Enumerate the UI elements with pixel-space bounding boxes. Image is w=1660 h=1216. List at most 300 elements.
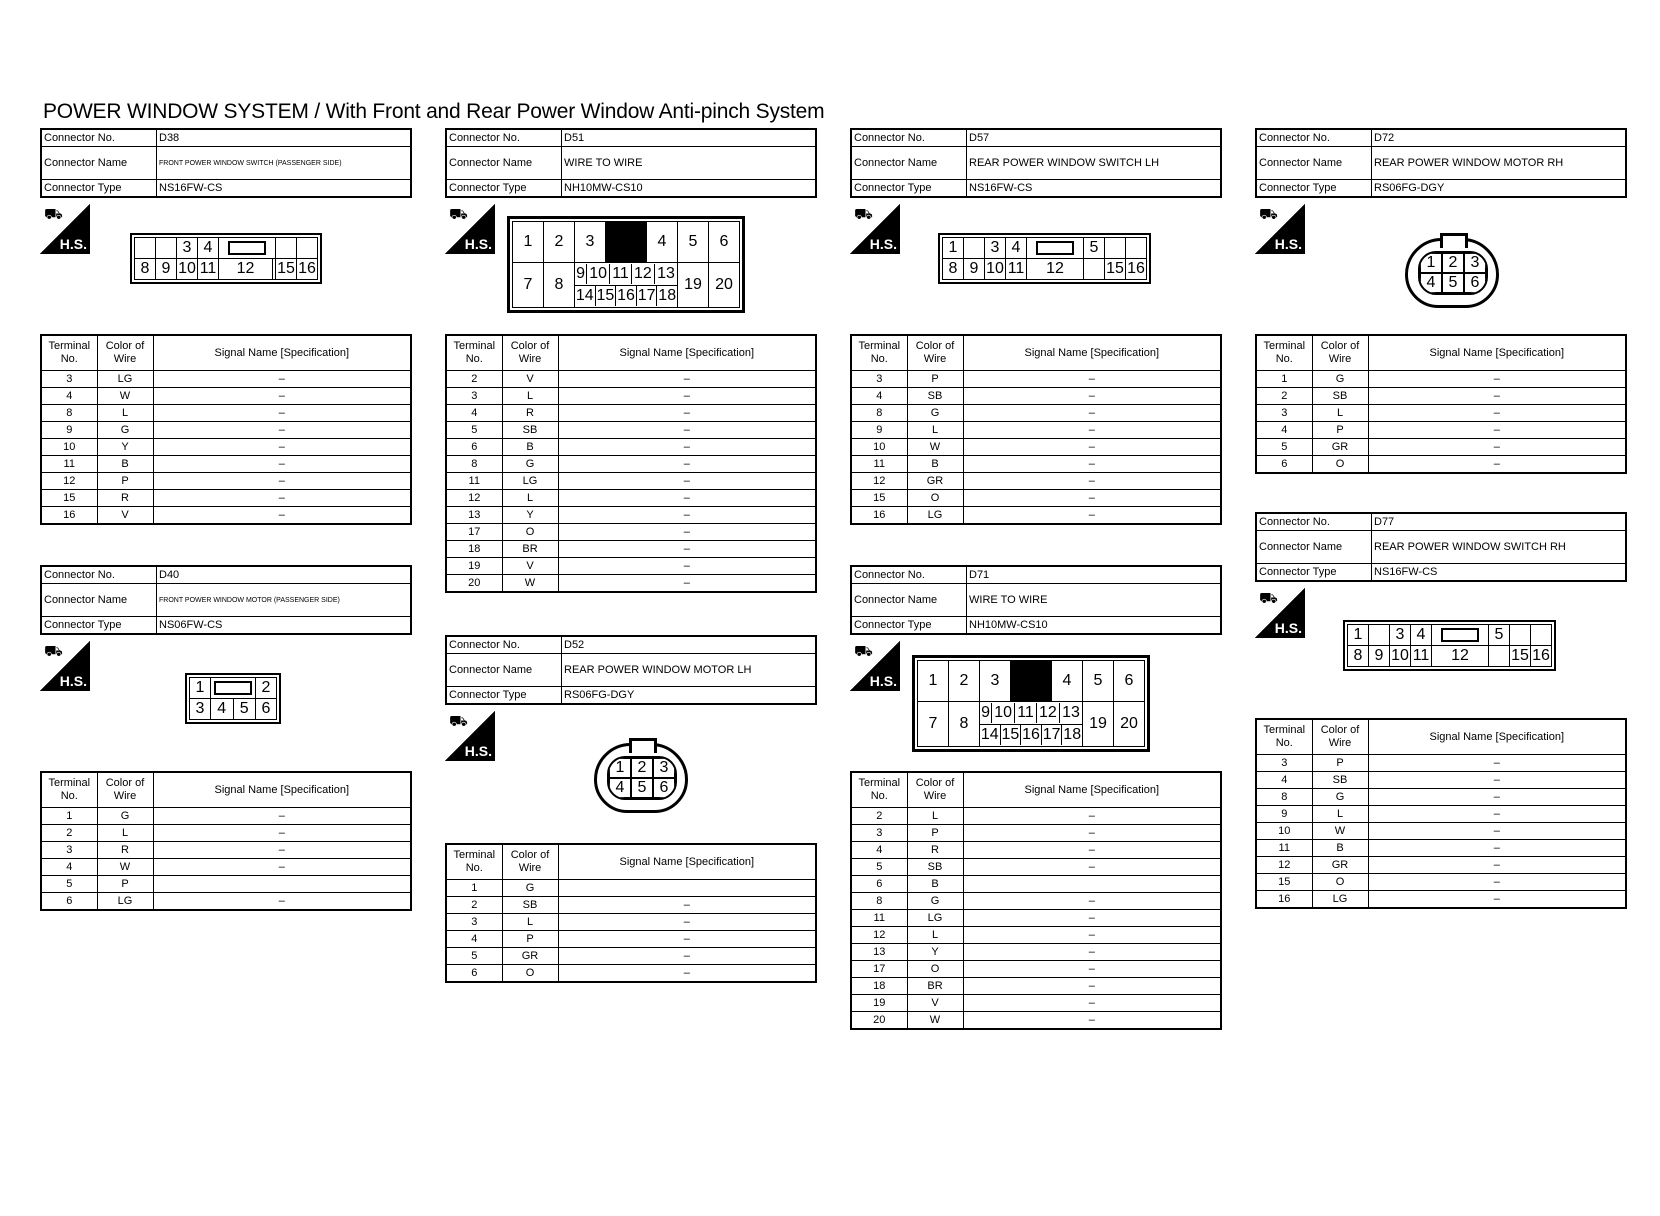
terminal-no-cell: 2 [41,825,97,842]
terminal-table [1255,718,1627,909]
terminal-no-cell: 6 [446,439,502,456]
connector-diagram [850,198,1222,334]
pin: 8 [949,702,980,747]
terminal-no-header: Terminal No. [41,772,97,808]
connector-name: WIRE TO WIRE [967,584,1222,617]
wire-color-cell: W [907,1012,963,1030]
pin: 3 [190,699,211,720]
wire-color-cell: O [1312,874,1368,891]
harness-side-icon [850,204,900,254]
wire-color-cell: G [907,893,963,910]
pin: 15 [276,259,297,280]
signal-name-cell: – [963,808,1221,825]
signal-name-cell: – [1368,772,1626,789]
connector-d57 [850,128,1222,525]
wire-color-cell: SB [502,422,558,439]
wire-color-cell: L [97,405,153,422]
signal-header: Signal Name [Specification] [963,335,1221,371]
table-row [41,825,411,842]
harness-side-icon [445,711,495,761]
wire-color-cell: L [502,490,558,507]
connector-name-label: Connector Name [851,584,967,617]
connector-name: REAR POWER WINDOW MOTOR LH [562,654,817,687]
wire-color-cell: R [97,490,153,507]
pin: 4 [1411,625,1432,646]
terminal-no-cell: 9 [851,422,907,439]
table-row [41,388,411,405]
table-row [1256,422,1626,439]
wire-color-cell: P [97,876,153,893]
table-row [851,825,1221,842]
connector-type-label: Connector Type [1256,180,1372,198]
wire-color-cell: V [907,995,963,1012]
terminal-table [445,334,817,593]
pin: 16 [617,287,635,305]
table-row [851,944,1221,961]
pin: 15 [1105,259,1126,280]
pin: 16 [1126,259,1147,280]
signal-name-cell: – [963,371,1221,388]
table-row [1256,806,1626,823]
pin: 17 [637,287,656,305]
connector-name: REAR POWER WINDOW SWITCH RH [1372,531,1627,564]
signal-name-cell: – [153,893,411,911]
pin-row-low [575,285,678,308]
terminal-no-cell: 11 [41,456,97,473]
signal-name-cell: – [963,995,1221,1012]
signal-name-cell: – [1368,789,1626,806]
table-row [446,439,816,456]
terminal-no-cell: 4 [851,388,907,405]
connector-no: D71 [967,566,1222,584]
connector-type: NS16FW-CS [157,180,412,198]
table-row [1256,891,1626,909]
pin [156,238,177,259]
pin: 16 [1022,726,1040,744]
terminal-no-cell: 8 [851,893,907,910]
connector-no-label: Connector No. [1256,129,1372,147]
pin: 6 [1114,661,1145,702]
connector-d71 [850,565,1222,1030]
signal-name-cell: – [963,507,1221,525]
terminal-table [850,771,1222,1030]
wire-color-cell: SB [907,388,963,405]
signal-name-cell: – [153,422,411,439]
signal-name-cell: – [153,473,411,490]
signal-name-cell: – [1368,422,1626,439]
signal-name-cell: – [153,507,411,525]
wire-color-cell: R [502,405,558,422]
lock-tab [1432,625,1489,646]
table-row [41,371,411,388]
table-row [1256,439,1626,456]
wire-color-cell: BR [502,541,558,558]
table-row [1256,405,1626,422]
wire-color-cell: LG [502,473,558,490]
pin: 10 [177,259,198,280]
terminal-no-cell: 11 [851,910,907,927]
pin: 16 [1531,646,1552,667]
pin: 10 [1390,646,1411,667]
signal-name-cell: – [153,439,411,456]
hs-label: H.S. [464,743,492,759]
terminal-no-cell: 4 [1256,422,1312,439]
table-row [851,842,1221,859]
pin: 6 [256,699,277,720]
table-row [1256,456,1626,474]
table-row [1256,388,1626,405]
pin [1369,625,1390,646]
pin: 11 [1015,703,1037,723]
table-row [1256,789,1626,806]
signal-name-cell: – [558,490,816,507]
signal-name-cell: – [153,859,411,876]
lock-tab [1440,233,1468,248]
wire-color-cell: GR [1312,857,1368,874]
table-row [851,927,1221,944]
signal-name-cell: – [1368,405,1626,422]
pin: 2 [631,758,653,778]
signal-name-cell: – [963,490,1221,507]
pin: 1 [1420,253,1442,273]
signal-name-cell: – [558,507,816,524]
connector-d51 [445,128,817,593]
hs-label: H.S. [869,673,897,689]
table-row [446,422,816,439]
table-row [446,473,816,490]
wire-color-cell: LG [1312,891,1368,909]
terminal-no-cell: 2 [446,371,502,388]
connector-diagram [40,635,412,771]
wire-color-cell: O [907,490,963,507]
terminal-no-cell: 6 [446,965,502,983]
terminal-no-cell: 15 [851,490,907,507]
connector-diagram [1255,582,1627,718]
terminal-no-cell: 16 [41,507,97,525]
wire-color-cell: R [97,842,153,859]
terminal-no-cell: 11 [1256,840,1312,857]
terminal-no-cell: 3 [446,914,502,931]
connector-no-label: Connector No. [446,636,562,654]
terminal-no-cell: 19 [851,995,907,1012]
terminal-no-cell: 8 [1256,789,1312,806]
pin [1510,625,1531,646]
pin: 11 [1411,646,1432,667]
terminal-no-cell: 8 [41,405,97,422]
pin: 5 [678,222,709,263]
connector-type: RS06FG-DGY [562,687,817,705]
hs-label: H.S. [59,673,87,689]
connector-info-table [850,565,1222,635]
wire-color-cell: GR [1312,439,1368,456]
table-row [41,439,411,456]
wire-color-cell: G [1312,789,1368,806]
signal-name-cell: – [558,541,816,558]
pin: 5 [1489,625,1510,646]
pin [1084,259,1105,280]
wire-color-cell: G [1312,371,1368,388]
signal-name-cell: – [1368,456,1626,474]
terminal-no-cell: 2 [446,897,502,914]
terminal-no-cell: 5 [1256,439,1312,456]
signal-name-cell: – [963,927,1221,944]
signal-header: Signal Name [Specification] [1368,719,1626,755]
wire-color-cell: G [502,456,558,473]
wire-color-cell: W [907,439,963,456]
terminal-no-cell: 10 [41,439,97,456]
pin: 2 [949,661,980,702]
wire-color-cell: Y [97,439,153,456]
signal-name-cell: – [153,842,411,859]
harness-side-icon [40,641,90,691]
terminal-no-cell: 16 [1256,891,1312,909]
color-header: Color of Wire [97,335,153,371]
connector-type-label: Connector Type [851,617,967,635]
terminal-no-cell: 9 [41,422,97,439]
signal-name-cell: – [1368,439,1626,456]
wire-color-cell: SB [907,859,963,876]
pin: 18 [1063,726,1082,744]
pin: 9 [1369,646,1390,667]
wire-color-cell: B [502,439,558,456]
pin: 1 [513,222,544,263]
pin: 1 [943,238,964,259]
table-row [41,473,411,490]
connector-no-label: Connector No. [851,566,967,584]
terminal-no-cell: 4 [446,405,502,422]
table-row [446,575,816,593]
signal-name-cell: – [558,575,816,593]
connector-face [1405,238,1499,308]
signal-header: Signal Name [Specification] [153,335,411,371]
signal-name-cell: – [963,910,1221,927]
terminal-no-cell: 4 [41,388,97,405]
table-row [851,405,1221,422]
pin: 11 [198,259,219,280]
wire-color-cell: Y [502,507,558,524]
lock-tab [211,678,256,699]
wire-color-cell: GR [907,473,963,490]
terminal-no-cell: 20 [446,575,502,593]
pin: 3 [177,238,198,259]
connector-face [1343,620,1556,671]
pin: 20 [1114,702,1145,747]
table-row [851,961,1221,978]
connector-name-label: Connector Name [446,147,562,180]
signal-name-cell: – [1368,840,1626,857]
terminal-no-cell: 12 [851,927,907,944]
pin: 16 [297,259,318,280]
pin: 12 [1036,703,1059,723]
signal-name-cell: – [558,914,816,931]
pin: 5 [631,778,653,798]
pin [135,238,156,259]
key-block [1011,661,1052,702]
color-header: Color of Wire [907,772,963,808]
connector-no: D72 [1372,129,1627,147]
signal-name-cell: – [153,825,411,842]
pin: 6 [1464,273,1486,293]
connector-type: RS06FG-DGY [1372,180,1627,198]
pin: 13 [657,264,675,282]
signal-name-cell: – [963,439,1221,456]
terminal-no-header: Terminal No. [446,335,502,371]
table-row [446,965,816,983]
color-header: Color of Wire [907,335,963,371]
pin: 4 [647,222,678,263]
wire-color-cell: LG [97,371,153,388]
connector-no: D51 [562,129,817,147]
wire-color-cell: SB [1312,388,1368,405]
table-row [851,473,1221,490]
color-header: Color of Wire [1312,335,1368,371]
wire-color-cell: P [907,371,963,388]
pin-row-mid [575,263,678,286]
table-row [851,995,1221,1012]
pin: 13 [1062,703,1080,721]
terminal-no-cell: 12 [1256,857,1312,874]
connector-no: D52 [562,636,817,654]
signal-name-cell: – [558,473,816,490]
car-icon: ⛟ [449,713,468,730]
table-row [41,876,411,893]
pin: 18 [658,287,677,305]
connector-name-label: Connector Name [1256,147,1372,180]
wire-color-cell: G [97,808,153,825]
pin: 1 [1348,625,1369,646]
signal-name-cell: – [153,490,411,507]
wire-color-cell: G [97,422,153,439]
connector-diagram [850,635,1222,771]
car-icon: ⛟ [44,206,63,223]
pin [1105,238,1126,259]
signal-name-cell: – [558,405,816,422]
wire-color-cell: P [97,473,153,490]
table-row [851,978,1221,995]
pin: 2 [544,222,575,263]
pin: 5 [233,699,256,720]
signal-name-cell: – [558,948,816,965]
connector-type-label: Connector Type [41,180,157,198]
terminal-table [850,334,1222,525]
pin: 8 [135,259,156,280]
wire-color-cell: V [97,507,153,525]
pin: 4 [211,699,234,720]
pin [1489,646,1510,667]
terminal-no-cell: 13 [446,507,502,524]
connector-d52 [445,635,817,983]
table-row [851,910,1221,927]
connector-type-label: Connector Type [1256,564,1372,582]
pin: 9 [964,259,985,280]
terminal-no-cell: 12 [851,473,907,490]
signal-name-cell: – [1368,755,1626,772]
table-row [41,490,411,507]
connector-info-table [1255,512,1627,582]
terminal-no-cell: 10 [1256,823,1312,840]
wire-color-cell: W [502,575,558,593]
wire-color-cell: GR [502,948,558,965]
terminal-no-cell: 1 [446,880,502,897]
signal-name-cell: – [558,371,816,388]
terminal-no-cell: 17 [446,524,502,541]
pin: 1 [918,661,949,702]
connector-name: REAR POWER WINDOW SWITCH LH [967,147,1222,180]
table-row [1256,371,1626,388]
signal-name-cell: – [558,456,816,473]
signal-name-cell: – [963,473,1221,490]
signal-header: Signal Name [Specification] [963,772,1221,808]
pin: 11 [610,264,632,284]
signal-name-cell: – [963,978,1221,995]
terminal-table [40,771,412,911]
hs-label: H.S. [1274,236,1302,252]
pin: 4 [198,238,219,259]
signal-name-cell: – [963,456,1221,473]
wire-color-cell: SB [502,897,558,914]
pin: 12 [631,264,654,284]
wire-color-cell: L [907,927,963,944]
table-row [446,914,816,931]
terminal-no-cell: 3 [1256,755,1312,772]
terminal-no-cell: 4 [41,859,97,876]
connector-type-label: Connector Type [851,180,967,198]
terminal-no-cell: 1 [1256,371,1312,388]
table-row [446,490,816,507]
table-row [851,1012,1221,1030]
terminal-no-cell: 11 [851,456,907,473]
signal-name-cell [153,876,411,893]
table-row [851,388,1221,405]
pin: 4 [1006,238,1027,259]
pin: 4 [1052,661,1083,702]
terminal-no-cell: 5 [41,876,97,893]
pin: 3 [653,758,675,778]
table-row [851,859,1221,876]
terminal-no-cell: 3 [851,371,907,388]
wire-color-cell: L [502,914,558,931]
table-row [851,490,1221,507]
pin: 17 [1042,726,1061,744]
color-header: Color of Wire [502,844,558,880]
table-row [446,948,816,965]
table-row [446,371,816,388]
pin: 12 [1027,259,1084,280]
table-row [446,931,816,948]
terminal-no-cell: 11 [446,473,502,490]
connector-face [594,743,688,813]
signal-name-cell: – [558,524,816,541]
pin: 3 [575,222,606,263]
connector-no-label: Connector No. [41,566,157,584]
table-row [446,405,816,422]
pin: 5 [1442,273,1464,293]
terminal-no-cell: 5 [851,859,907,876]
table-row [41,507,411,525]
pin: 7 [918,702,949,747]
signal-name-cell: – [558,558,816,575]
pin: 6 [709,222,740,263]
color-header: Color of Wire [97,772,153,808]
wire-color-cell: LG [907,507,963,525]
connector-d72 [1255,128,1627,474]
table-row [1256,857,1626,874]
terminal-no-header: Terminal No. [851,772,907,808]
pin: 5 [1083,661,1114,702]
pin: 12 [219,259,273,280]
terminal-no-cell: 10 [851,439,907,456]
signal-name-cell: – [963,944,1221,961]
